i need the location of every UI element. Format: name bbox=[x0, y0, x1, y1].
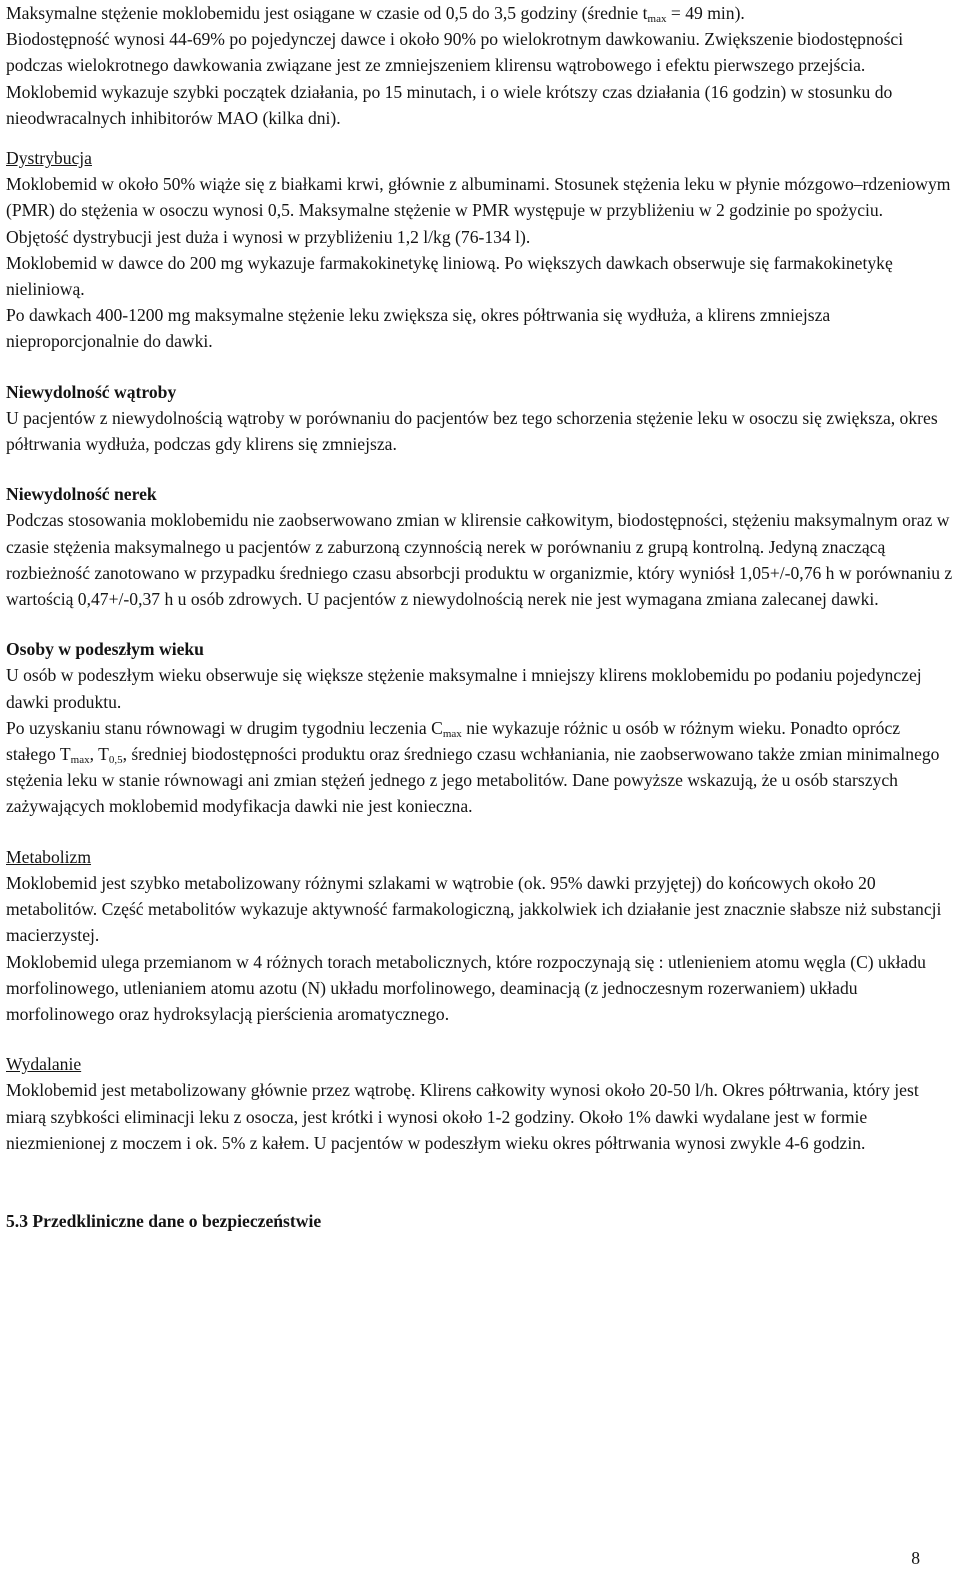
heading-osoby-w-podeszlym-wieku: Osoby w podeszłym wieku bbox=[6, 639, 204, 660]
subscript: 0,5 bbox=[108, 754, 123, 767]
heading-metabolizm: Metabolizm bbox=[6, 846, 92, 867]
heading-niewydolnosc-nerek: Niewydolność nerek bbox=[6, 484, 157, 505]
paragraph-excretion: Moklobemid jest metabolizowany głównie przez wątrobę. Klirens całkowity wynosi około 20-50 l/h. Okres półtrwania, który jest miarą szybkości eliminacji leku z osocza, jest krótki i wynosi około 1-2 godziny. Około 1% dawki wydalane jest w formie niezmienionej z moczem i ok. 5% z kałem. U pacjentów w podeszłym wieku okres półtrwania wynosi zwykle 4-6 godzin. bbox=[6, 1080, 919, 1153]
document-page bbox=[6, 0, 954, 1234]
text-run: = 49 min). bbox=[666, 3, 745, 23]
paragraph-linear-pk: Moklobemid w dawce do 200 mg wykazuje farmakokinetykę liniową. Po większych dawkach obserwuje się farmakokinetykę nieliniową. bbox=[6, 252, 893, 300]
paragraph-protein-binding: Moklobemid w około 50% wiąże się z białkami krwi, głównie z albuminami. Stosunek stężenia leku w płynie mózgowo–rdzeniowym (PMR) do stężenia w osoczu wynosi 0,5. Maksymalne stężenie w PMR występuje w przybliżeniu w 2 godzinie po spożyciu. bbox=[6, 174, 951, 221]
text-run: Po uzyskaniu stanu równowagi w drugim tygodniu leczenia C bbox=[6, 717, 443, 738]
section-heading-5-3: 5.3 Przedkliniczne dane o bezpieczeństwie bbox=[6, 1210, 322, 1231]
paragraph-metabolism-2: Moklobemid ulega przemianom w 4 różnych torach metabolicznych, które rozpoczynają się : utlenieniem atomu węgla (C) układu morfolinowego, utlenianiem atomu azotu (N) układu morfolinowego, deaminacją (z jednoczesnym rozerwaniem) układu morfolinowego oraz hydroksylacją pierścienia aromatycznego. bbox=[6, 951, 926, 1024]
paragraph-metabolism-1: Moklobemid jest szybko metabolizowany różnymi szlakami w wątrobie (ok. 95% dawki przyjętej) do końcowych około 20 metabolitów. Część metabolitów wykazuje aktywność farmakologiczną, jakkolwiek ich działanie jest znacznie słabsze niż substancji macierzystej. bbox=[6, 872, 942, 946]
paragraph-bioavailability: Biodostępność wynosi 44-69% po pojedynczej dawce i około 90% po wielokrotnym dawkowaniu. Zwiększenie biodostępności podczas wielokrotnego dawkowania związane jest ze zmniejszeniem klirensu wątrobowego i efektu pierwszego przejścia. bbox=[6, 29, 904, 76]
paragraph-elderly-1: U osób w podeszłym wieku obserwuje się większe stężenie maksymalne i mniejszy klirens moklobemidu po podaniu pojedynczej dawki produktu. bbox=[6, 665, 922, 712]
heading-dystrybucja: Dystrybucja bbox=[6, 148, 92, 169]
page-number: 8 bbox=[911, 1548, 920, 1568]
paragraph-onset: Moklobemid wykazuje szybki początek działania, po 15 minutach, i o wiele krótszy czas działania (16 godzin) w stosunku do nieodwracalnych inhibitorów MAO (kilka dni). bbox=[6, 81, 893, 128]
paragraph-volume: Objętość dystrybucji jest duża i wynosi w przybliżeniu 1,2 l/kg (76-134 l). bbox=[6, 226, 531, 247]
text-run: nie wykazuje różnic u osób w różnym wieku. Ponadto oprócz stałego T bbox=[6, 717, 901, 765]
paragraph-high-doses: Po dawkach 400-1200 mg maksymalne stężenie leku zwiększa się, okres półtrwania się wydłuża, a klirens zmniejsza nieproporcjonalnie do dawki. bbox=[6, 305, 831, 352]
paragraph-liver: U pacjentów z niewydolnością wątroby w porównaniu do pacjentów bez tego schorzenia stężenie leku w osoczu się zwiększa, okres półtrwania wydłuża, podczas gdy klirens się zmniejsza. bbox=[6, 407, 938, 455]
subscript: max bbox=[647, 13, 667, 25]
paragraph-elderly-2 bbox=[6, 715, 954, 820]
paragraph-kidney: Podczas stosowania moklobemidu nie zaobserwowano zmian w klirensie całkowitym, biodostępności, stężeniu maksymalnym oraz w czasie stężenia maksymalnego u pacjentów z zaburzoną czynnością nerek w porównaniu z grupą kontrolną. Jedyną znaczącą rozbieżność zanotowano w przypadku średniego czasu absorbcji produktu w organizmie, który wyniósł 1,05+/-0,76 h w porównaniu z wartością 0,47+/-0,37 h u osób zdrowych. U pacjentów z niewydolnością nerek nie jest wymagana zmiana zalecanej dawki. bbox=[6, 510, 953, 610]
heading-wydalanie: Wydalanie bbox=[6, 1054, 82, 1075]
subscript: max bbox=[70, 754, 90, 767]
text-run: Maksymalne stężenie moklobemidu jest osiągane w czasie od 0,5 do 3,5 godziny (średnie t bbox=[6, 3, 648, 23]
subscript: max bbox=[442, 727, 462, 740]
heading-niewydolnosc-watroby: Niewydolność wątroby bbox=[6, 381, 177, 402]
paragraph-tmax bbox=[6, 0, 954, 26]
text-run: , średniej biodostępności produktu oraz średniego czasu wchłaniania, nie zaobserwowano także zmian minimalnego stężenia leku w stanie równowagi ani zmian stężeń jednego z jego metabolitów. Dane powyższe wskazują, że u osób starszych zażywających moklobemid modyfikacja dawki nie jest konieczna. bbox=[6, 744, 940, 817]
text-run: , T bbox=[89, 744, 109, 765]
